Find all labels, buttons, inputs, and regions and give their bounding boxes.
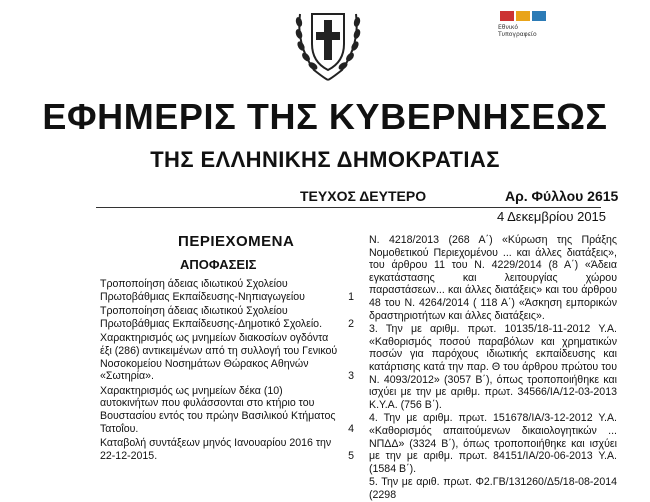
toc-entry-text: Τροποποίηση άδειας ιδιωτικού Σχολείου Πρωτοβάθμιας Εκπαίδευσης-Δημοτικό Σχολείο.: [100, 305, 323, 330]
toc-entry-text: Χαρακτηρισμός ως μνημείων δέκα (10) αυτοκινήτων που φυλάσσονται στο κτήριο του Βουστασίου εντός του πρώην Βασιλικού Κτήματος Τατοΐου.: [100, 384, 336, 435]
toc-entry-text: Τροποποίηση άδειας ιδιωτικού Σχολείου Πρωτοβάθμιας Εκπαίδευσης-Νηπιαγωγείου: [100, 278, 305, 303]
toc-entry[interactable]: [100, 278, 356, 303]
divider: [96, 207, 601, 208]
toc-page-number: 5: [348, 449, 354, 462]
toc-entry[interactable]: [100, 437, 356, 462]
sheet-number: Αρ. Φύλλου 2615: [505, 188, 619, 204]
body-paragraph: 3. Την με αριθμ. πρωτ. 10135/18-11-2012 Υ.Α. «Καθορισμός ποσού παραβόλων και χρηματικών ποσών για παρόχους ιδιωτικής εκπαίδευσης και κατάρτισης κατά την παρ. Θ του άρθρου πρώτου του Ν. 4093/2012» (3057 Β΄), όπως τροποποιήθηκε και ισχύει με την με αριθμ. πρωτ. 34566/ΙΑ/12-03-2013 Κ.Υ.Α. (756 Β΄).: [369, 323, 617, 411]
logo-caption: Εθνικό Τυπογραφείο: [498, 24, 537, 38]
body-text-column: [369, 234, 617, 502]
toc-entry[interactable]: [100, 305, 356, 330]
toc-entry-text: Καταβολή συντάξεων μηνός Ιανουαρίου 2016 την 22-12-2015.: [100, 437, 332, 462]
toc-entry[interactable]: [100, 385, 356, 435]
issue-label: ΤΕΥΧΟΣ ΔΕΥΤΕΡΟ: [300, 188, 427, 204]
national-printing-office-logo: [498, 8, 558, 38]
body-paragraph: Ν. 4218/2013 (268 Α΄) «Κύρωση της Πράξης Νομοθετικού Περιεχομένου ... και άλλες διατάξεις», του άρθρου 11 του Ν. 4229/2014 (8 Α΄) «Άδεια εγκατάστασης και λειτουργίας χώρου παραστάσεων... και άλλες διατάξεις» και του άρθρου 48 του Ν. 4264/2014 ( 118 Α΄) «Άσκηση εμπορικών δραστηριοτήτων και άλλες διατάξεις».: [369, 234, 617, 322]
greek-coat-of-arms-icon: [294, 4, 362, 82]
gazette-title: ΕΦΗΜΕΡΙΣ ΤΗΣ ΚΥΒΕΡΝΗΣΕΩΣ: [42, 96, 608, 137]
issue-date: 4 Δεκεμβρίου 2015: [497, 209, 607, 224]
toc-page-number: 3: [348, 370, 354, 383]
printing-office-logo-icon: [498, 8, 558, 24]
toc-entry-text: Χαρακτηρισμός ως μνημείων διακοσίων ογδόντα έξι (286) αντικειμένων από τη συλλογή του Γενικού Νοσοκομείου Νοσημάτων Θώρακος Αθηνών «Σωτηρία».: [100, 332, 338, 383]
body-paragraph: 4. Την με αριθμ. πρωτ. 151678/ΙΑ/3-12-2012 Υ.Α. «Καθορισμός απαιτούμενων δικαιολογητικών ... ΝΠΔΔ» (3324 Β΄), όπως τροποποιήθηκε και ισχύει με την με αριθμ. πρωτ. 84151/ΙΑ/20-06-2013 Υ.Α. (1584 Β΄).: [369, 412, 617, 475]
body-paragraph: 5. Την με αριθ. πρωτ. Φ2.ΓΒ/131260/Δ5/18-08-2014 (2298: [369, 476, 617, 501]
toc-page-number: 1: [348, 290, 354, 303]
gazette-subtitle: ΤΗΣ ΕΛΛΗΝΙΚΗΣ ΔΗΜΟΚΡΑΤΙΑΣ: [150, 147, 500, 172]
toc-entry[interactable]: [100, 332, 356, 382]
toc-page-number: 4: [348, 422, 354, 435]
decisions-heading: ΑΠΟΦΑΣΕΙΣ: [180, 257, 257, 272]
toc-page-number: 2: [348, 317, 354, 330]
contents-heading: ΠΕΡΙΕΧΟΜΕΝΑ: [178, 233, 295, 250]
table-of-contents: [100, 278, 356, 464]
